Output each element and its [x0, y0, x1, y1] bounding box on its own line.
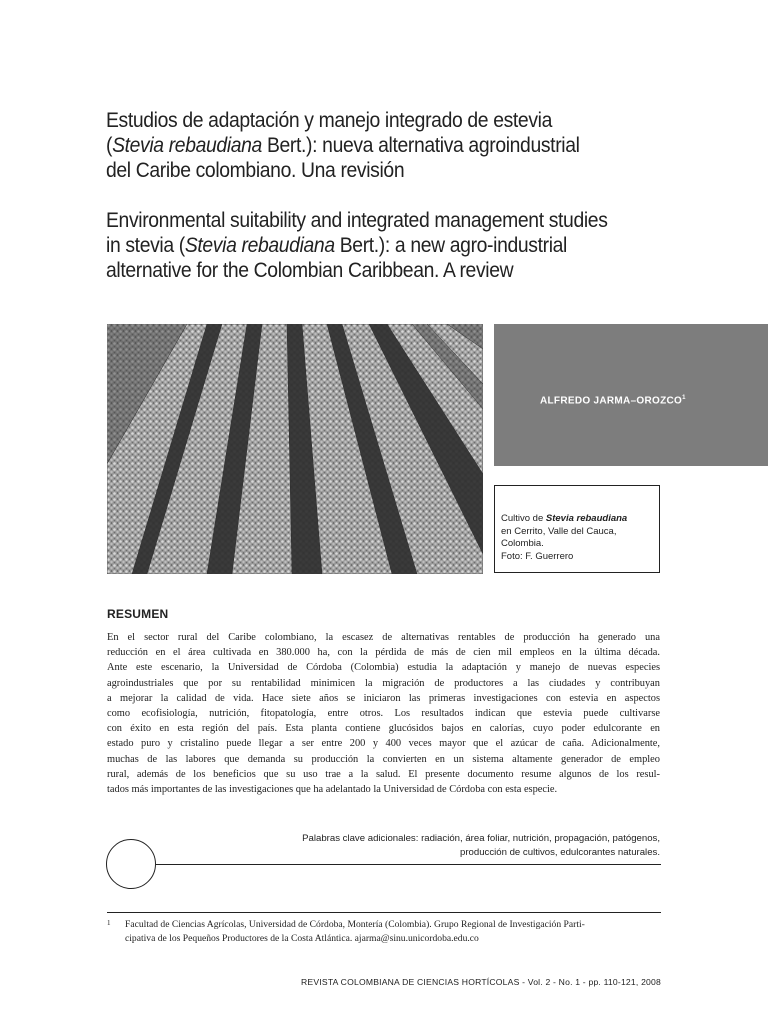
footnote-number: 1	[107, 919, 111, 927]
keywords-line2: producción de cultivos, edulcorantes naturales.	[460, 847, 660, 858]
abstract-line: rural, además de los beneficios que su uso trae a la salud. El presente documento resume algunos de los resul-	[107, 768, 660, 780]
keywords	[240, 832, 660, 860]
caption-line1: Cultivo de Stevia rebaudiana	[501, 513, 628, 524]
author-box	[494, 324, 768, 466]
abstract-line: a mejorar la calidad de vida. Hace siete años se iniciaron las primeras investigaciones con estevia en aspectos	[107, 692, 660, 704]
stevia-field-photo	[107, 324, 483, 574]
decorative-circle	[106, 839, 156, 889]
abstract-line: como ecofisiología, nutrición, fitopatología, entre otros. Los resultados indican que estevia puede cultivarse	[107, 708, 660, 720]
species-name: Stevia rebaudiana	[184, 233, 335, 257]
abstract-body	[107, 630, 660, 797]
footnote-divider	[107, 912, 661, 913]
affiliation-mark: 1	[682, 395, 686, 401]
title-spanish	[106, 108, 666, 183]
footnote-line1: Facultad de Ciencias Agrícolas, Universidad de Córdoba, Montería (Colombia). Grupo Regional de Investigación Parti-	[125, 919, 585, 930]
title-en-line1: Environmental suitability and integrated management studies	[106, 208, 608, 232]
keywords-divider	[156, 864, 661, 865]
title-es-line2: (Stevia rebaudiana Bert.): nueva alternativa agroindustrial	[106, 133, 580, 157]
title-en-line2: in stevia (Stevia rebaudiana Bert.): a new agro-industrial	[106, 233, 567, 257]
keywords-line1: Palabras clave adicionales: radiación, área foliar, nutrición, propagación, patógenos,	[302, 833, 660, 844]
caption-credit: Foto: F. Guerrero	[501, 550, 574, 562]
crop-rows-illustration	[107, 324, 483, 574]
abstract-line: con éxito en esta región del país. Esta planta contiene glucósidos bajos en calorías, cuyo poder edulcorante en	[107, 723, 660, 735]
photo-caption	[494, 485, 660, 573]
abstract-line: En el sector rural del Caribe colombiano, la escasez de alternativas rentables de producción ha generado una	[107, 632, 660, 643]
abstract-line: reducción en el área cultivada en 380.000 ha, con la pérdida de más de cien mil empleos en la última década.	[107, 647, 660, 659]
abstract-line: estado puro y cristalino puede llegar a ser entre 200 y 400 veces mayor que el azúcar de caña. Adicionalmente,	[107, 738, 660, 750]
caption-line2: en Cerrito, Valle del Cauca,	[501, 525, 617, 537]
caption-species: Stevia rebaudiana	[545, 513, 628, 524]
author-name: ALFREDO JARMA–OROZCO$^1$	[540, 395, 686, 407]
abstract-heading: RESUMEN	[107, 607, 169, 621]
abstract-line: tados más importantes de las investigaciones que ha adelantado la Universidad de Córdoba con esta especie.	[107, 784, 558, 796]
journal-citation: REVISTA COLOMBIANA DE CIENCIAS HORTÍCOLAS - Vol. 2 - No. 1 - pp. 110-121, 2008	[301, 977, 661, 987]
species-name: Stevia rebaudiana	[112, 133, 262, 157]
title-es-line3: del Caribe colombiano. Una revisión	[106, 158, 405, 182]
abstract-line: agroindustriales que por su rentabilidad minimicen la migración de productores a las ciudades y contribuyan	[107, 677, 660, 689]
abstract-line: Ante este escenario, la Universidad de Córdoba (Colombia) estudia la adaptación y manejo de nuevas especies	[107, 662, 660, 674]
abstract-line: muchas de las labores que demanda su producción la convierten en un sistema altamente generador de empleo	[107, 753, 660, 765]
title-en-line3: alternative for the Colombian Caribbean. A review	[106, 258, 514, 282]
title-es-line1: Estudios de adaptación y manejo integrado de estevia	[106, 108, 552, 132]
title-english	[106, 208, 666, 283]
footnote-text	[125, 918, 661, 946]
caption-line3: Colombia.	[501, 538, 544, 549]
footnote-line2: cipativa de los Pequeños Productores de la Costa Atlántica. ajarma@sinu.unicordoba.edu.co	[125, 933, 479, 944]
